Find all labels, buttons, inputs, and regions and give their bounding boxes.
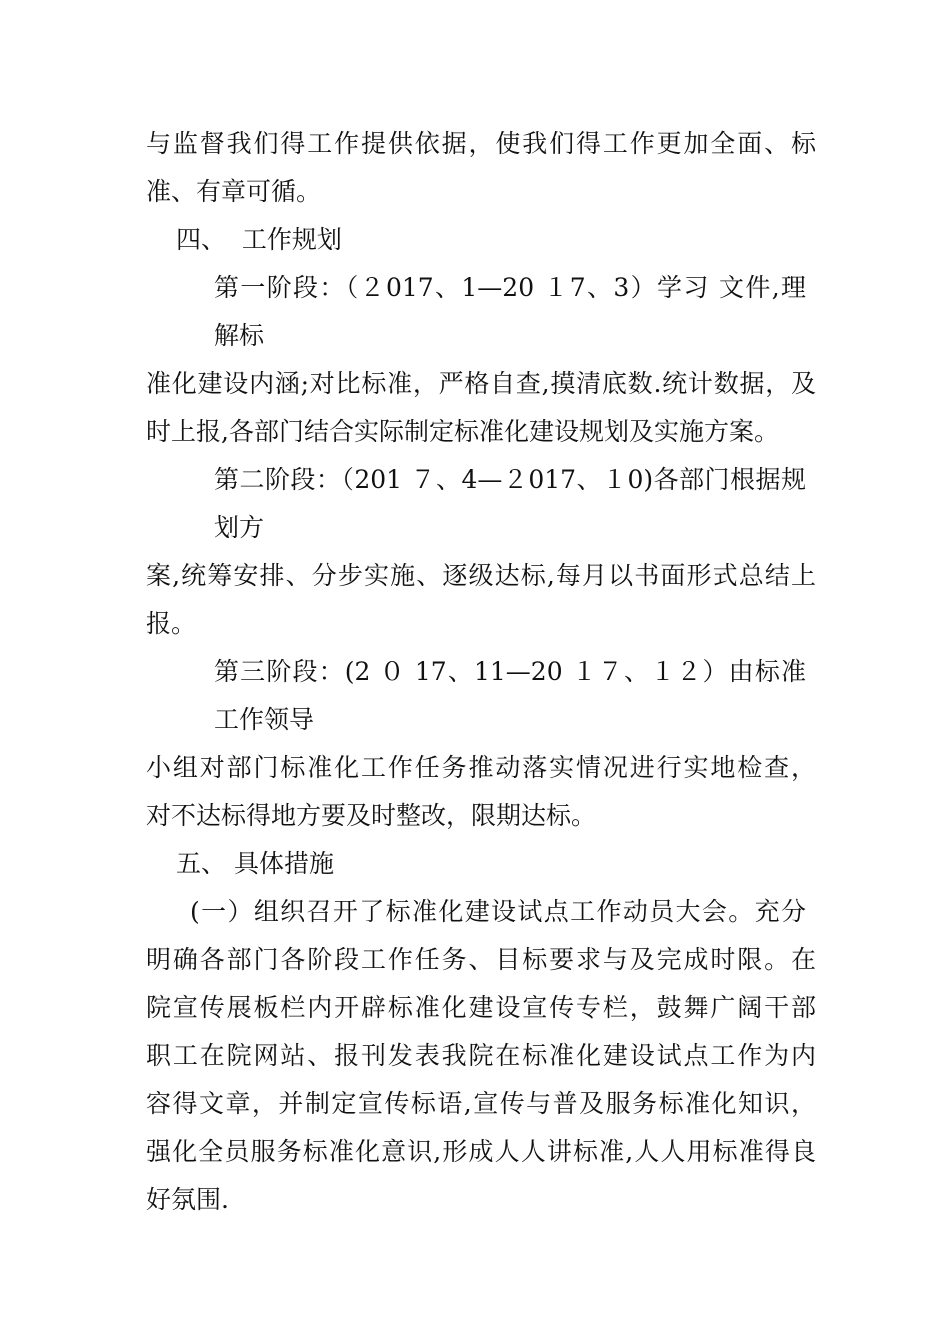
paragraph-line: 准化建设内涵;对比标准，严格自查,摸清底数.统计数据，及 [146, 369, 816, 398]
section-heading: 四、 工作规划 [176, 225, 342, 254]
paragraph-line: 小组对部门标准化工作任务推动落实情况进行实地检查， [146, 753, 816, 782]
paragraph-line: 第三阶段：(2 ０ 17、11—20 １７、１２）由标准 [214, 657, 806, 686]
paragraph-line: 好氛围. [146, 1185, 229, 1214]
paragraph-line: 对不达标得地方要及时整改，限期达标。 [146, 801, 597, 830]
paragraph-line: 强化全员服务标准化意识,形成人人讲标准,人人用标准得良 [146, 1137, 816, 1166]
section-heading: 五、 具体措施 [176, 849, 334, 878]
paragraph-line: 时上报,各部门结合实际制定标准化建设规划及实施方案。 [146, 417, 779, 446]
paragraph-line: 报。 [146, 609, 197, 638]
paragraph-line: 容得文章，并制定宣传标语,宣传与普及服务标准化知识， [146, 1089, 816, 1118]
paragraph-line: (一）组织召开了标准化建设试点工作动员大会。充分 [190, 897, 806, 926]
paragraph-line: 准、有章可循。 [146, 177, 322, 206]
paragraph-line: 划方 [214, 513, 265, 542]
paragraph-line: 职工在院网站、报刊发表我院在标准化建设试点工作为内 [146, 1041, 816, 1070]
paragraph-line: 第二阶段：（201 ７、4—２017、１0)各部门根据规 [214, 465, 806, 494]
paragraph-line: 与监督我们得工作提供依据，使我们得工作更加全面、标 [146, 129, 816, 158]
paragraph-line: 院宣传展板栏内开辟标准化建设宣传专栏，鼓舞广阔干部 [146, 993, 816, 1022]
paragraph-line: 第一阶段：（２017、1—20 １7、3）学习 文件,理 [214, 273, 806, 302]
paragraph-line: 明确各部门各阶段工作任务、目标要求与及完成时限。在 [146, 945, 816, 974]
paragraph-line: 工作领导 [214, 705, 315, 734]
paragraph-line: 解标 [214, 321, 265, 350]
paragraph-line: 案,统筹安排、分步实施、逐级达标,每月以书面形式总结上 [146, 561, 816, 590]
